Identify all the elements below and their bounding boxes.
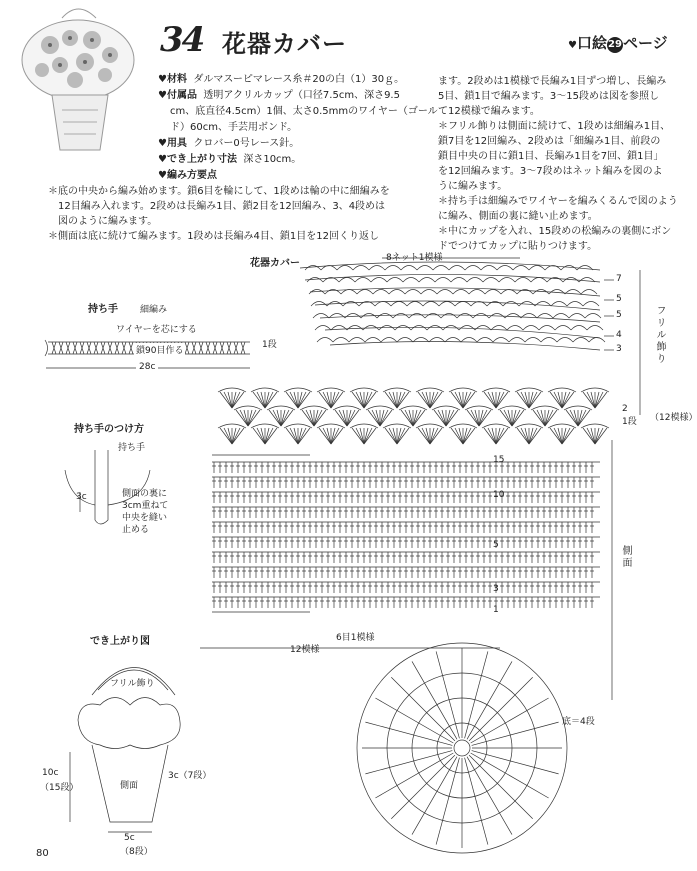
handle-row-label: 1段 [262,340,277,350]
bottom-label: 底＝4段 [562,717,595,727]
heart-icon: ♥ [158,170,167,181]
note-line: 鎖目中央の目に鎖1目、長編み1目を7回、鎖1目」 [438,151,664,162]
reference-page-badge: 29 [607,37,623,53]
finished-3c-label: 3c（7段） [168,771,212,781]
frill-row-label: 5 [616,310,622,320]
frill-row-label: 3 [616,344,622,354]
frill-net-chart [300,262,605,350]
note-line: 12目編み入れます。2段めは長編み1目、鎖2目を12回編み、3、4段めは [58,201,386,212]
spec-finished-size: ♥でき上がり寸法 深さ10cm。 [158,154,302,165]
net-pattern-label: 8ネット1模様 [386,253,443,263]
note-line: ＊持ち手は細編みでワイヤーを編みくるんで図のよう [438,196,678,207]
note-line: 5目、鎖1目で編みます。3〜15段めは図を参照し [438,91,660,102]
side-row-label: 3 [493,584,499,594]
note-line: 鎖7目を12回編み、2段めは「細編み1目、前段の [438,136,661,147]
spec-method: ♥編み方要点 [158,170,217,181]
twelve-pattern-label: 12模様 [290,645,320,655]
attach-note-line: 中央を縫い [122,513,168,523]
attach-3c-label: 3c [76,492,87,502]
finished-height-rows: （15段） [40,783,79,793]
attach-note-line: 3cm重ねて [122,501,169,511]
note-line: ＊フリル飾りは側面に続けて、1段めは細編み1目、 [438,121,671,132]
bottom-round-chart [357,643,567,853]
handle-subtitle: 細編み [140,305,168,315]
shell-row-label: 1段 [622,417,637,427]
note-line: を12回編みます。3〜7段めはネット編みを図のよ [438,166,663,177]
attach-note-line: 側面の裏に [122,489,168,499]
frill-row-label: 4 [616,330,622,340]
frill-row-label: 5 [616,294,622,304]
diagram-title: 花器カバー [250,258,300,269]
note-line: ＊底の中央から編み始めます。鎖6目を輪にして、1段めは輪の中に細編みを [48,186,390,197]
page-number: 80 [36,848,49,859]
finished-title: でき上がり図 [90,636,150,647]
handle-width-label: 28c [136,362,158,372]
attach-note [122,488,168,536]
heart-icon: ♥ [158,154,167,165]
frill-row-label: 7 [616,274,622,284]
heart-icon: ♥ [568,40,577,51]
side-row-label: 5 [493,540,499,550]
shell-row-label: 2 [622,404,628,414]
shell-row-chart [218,388,609,444]
finished-side-label: 側面 [120,781,139,791]
side-row-label: 15 [493,455,505,465]
heart-icon: ♥ [158,138,167,149]
pattern-number: 34 [160,20,204,60]
finished-frill-label: フリル飾り [110,679,155,689]
frill-repeat-label: （12模様） [650,413,697,423]
six-stitch-label: 6目1模様 [336,633,375,643]
spec-materials: ♥材料 ダルマスーピマレース糸＃20の白（1）30ｇ。 [158,74,405,85]
side-row-label: 10 [493,490,505,500]
side-body-chart [212,462,600,608]
note-line: ＊側面は底に続けて編みます。1段めは長編み4目、鎖1目を12回くり返し [48,231,380,242]
attach-title: 持ち手のつけ方 [74,424,144,435]
note-line: 図のように編みます。 [58,216,158,227]
finished-height-label: 10c [42,768,59,778]
heart-icon: ♥ [158,74,167,85]
finished-bottom-width: 5c [124,833,135,843]
attach-note-line: 止める [122,525,150,535]
note-line: ドでつけてカップに貼りつけます。 [438,241,598,252]
spec-accessories-line3: ド）60cm、手芸用ボンド。 [170,122,298,133]
note-line: うに編みます。 [438,181,508,192]
spec-tools: ♥用具 クロバー0号レース針。 [158,138,300,149]
finished-bottom-rows: （8段） [120,847,153,857]
note-line: に編み、側面の裏に縫い止めます。 [438,211,598,222]
wire-core-label: ワイヤーを芯にする [116,325,197,335]
spec-accessories-line2: cm、底直径4.5cm）1個、太さ0.5mmのワイヤー（ゴール [170,106,438,117]
page-title: 花器カバー [222,30,347,58]
heart-icon: ♥ [158,90,167,101]
note-line: て12模様で編みます。 [438,106,540,117]
chain-90-label: 鎖90目作る [134,343,185,356]
note-line: ＊中にカップを入れ、15段めの松編みの裏側にボン [438,226,672,237]
note-line: ます。2段めは1模様で長編み1目ずつ増し、長編み [438,76,667,87]
handle-title: 持ち手 [88,304,118,315]
spec-accessories: ♥付属品 透明アクリルカップ（口径7.5cm、深さ9.5 [158,90,400,101]
photo-reference: ♥口絵29ページ [568,34,668,52]
side-row-label: 1 [493,605,499,615]
frill-label: フリル飾り [654,305,665,365]
attach-handle-label: 持ち手 [118,443,146,453]
finished-basket-illustration [70,668,180,833]
side-label: 側面 [620,545,631,569]
